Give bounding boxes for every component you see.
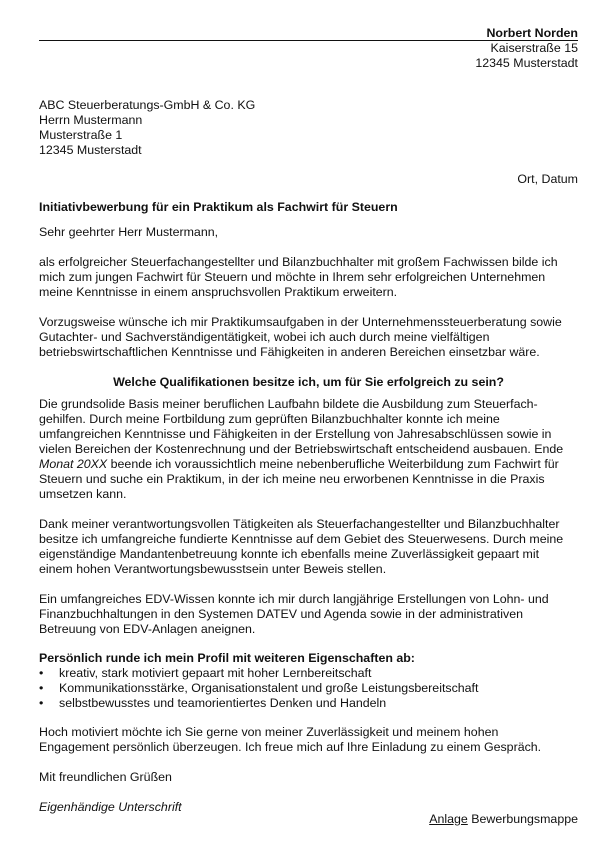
basis-paragraph bbox=[39, 397, 578, 502]
text-line: Finanzbuchhaltungen in den Systemen DATEV und Agenda sowie in der administrativen bbox=[39, 607, 523, 621]
text-line: Betreuung von EDV-Anlagen aneignen. bbox=[39, 622, 256, 636]
closing-paragraph bbox=[39, 725, 578, 755]
bullet-icon: • bbox=[39, 666, 44, 680]
text-line: betriebswirtschaftlichen Kenntnisse und Fähigkeiten in anderen Bereichen einsetzbar wäre. bbox=[39, 345, 540, 359]
text-line: umfangreichen Kenntnisse und Fähigkeiten in der Erstellung von Jahresabschlüssen sowie in bbox=[39, 427, 552, 441]
text-line: besitze ich umfangreiche fundierte Kenntnisse auf dem Gebiet des Steuerwesens. Durch meine bbox=[39, 532, 564, 546]
text-line: als erfolgreicher Steuerfachangestellter und Bilanzbuchhalter mit großem Fachwissen bilde ich bbox=[39, 255, 558, 269]
list-item-text: kreativ, stark motiviert gepaart mit hoher Lernbereitschaft bbox=[59, 666, 372, 680]
text-fragment: beende ich voraussichtlich meine nebenberufliche Weiterbildung zum Fachwirt für bbox=[107, 457, 559, 471]
signature: Eigenhändige Unterschrift bbox=[39, 800, 182, 814]
header-divider bbox=[39, 40, 578, 41]
date-placeholder: Monat 20XX bbox=[39, 457, 108, 471]
text-line: Dank meiner verantwortungsvollen Tätigkeiten als Steuerfachangestellter und Bilanzbuchhalter bbox=[39, 517, 560, 531]
text-line: meine Kenntnisse in einem anspruchsvollen Praktikum erweitern. bbox=[39, 285, 398, 299]
text-line: Hoch motiviert möchte ich Sie gerne von meiner Zuverlässigkeit und meinem hohen bbox=[39, 725, 499, 739]
sender-street: Kaiserstraße 15 bbox=[490, 41, 578, 55]
recipient-company: ABC Steuerberatungs-GmbH & Co. KG bbox=[39, 98, 256, 112]
qualification-heading: Welche Qualifikationen besitze ich, um für Sie erfolgreich zu sein? bbox=[113, 375, 504, 389]
bullet-icon: • bbox=[39, 696, 44, 710]
attachment-text: Bewerbungsmappe bbox=[467, 812, 578, 826]
duty-paragraph bbox=[39, 517, 578, 577]
text-line: Die grundsolide Basis meiner beruflichen Laufbahn bildete die Ausbildung zum Steuerfach- bbox=[39, 397, 538, 411]
text-line: mich zum jungen Fachwirt für Steuern und möchte in Ihrem sehr erfolgreichen Unternehmen bbox=[39, 270, 546, 284]
list-item bbox=[39, 696, 578, 711]
recipient-block bbox=[39, 98, 255, 158]
text-line: Vorzugsweise wünsche ich mir Praktikumsaufgaben in der Unternehmenssteuerberatung sowie bbox=[39, 315, 562, 329]
bullet-icon: • bbox=[39, 681, 44, 695]
date-line: Ort, Datum bbox=[517, 172, 578, 186]
text-line: einem hohen Verantwortungsbewusstsein unter Beweis stellen. bbox=[39, 562, 387, 576]
sender-city: 12345 Musterstadt bbox=[475, 56, 578, 70]
properties-list bbox=[39, 666, 578, 711]
text-line: Ein umfangreiches EDV-Wissen konnte ich mir durch langjährige Erstellungen von Lohn- und bbox=[39, 592, 549, 606]
list-item-text: Kommunikationsstärke, Organisationstalent und große Leistungsbereitschaft bbox=[59, 681, 479, 695]
recipient-contact: Herrn Mustermann bbox=[39, 113, 143, 127]
preference-paragraph bbox=[39, 315, 578, 360]
text-line: eigenständige Mandantenbetreuung konnte ich ebenfalls meine Zuverlässigkeit gepaart mit bbox=[39, 547, 540, 561]
text-line: vielen Bereichen der Kostenrechnung und der Betriebswirtschaft entscheidend ausbauen. Ende bbox=[39, 442, 564, 456]
attachment-link[interactable]: Anlage bbox=[429, 812, 468, 826]
recipient-city: 12345 Musterstadt bbox=[39, 143, 142, 157]
sender-name: Norbert Norden bbox=[486, 26, 578, 40]
text-line bbox=[39, 457, 578, 472]
edv-paragraph bbox=[39, 592, 578, 637]
subject-line: Initiativbewerbung für ein Praktikum als Fachwirt für Steuern bbox=[39, 200, 398, 214]
text-line: gehilfen. Durch meine Fortbildung zum geprüften Bilanzbuchhalter konnte ich meine bbox=[39, 412, 500, 426]
text-line: umsetzen kann. bbox=[39, 487, 127, 501]
intro-paragraph bbox=[39, 255, 578, 300]
text-line: Gutachter- und Sachverständigentätigkeit, wobei ich auch durch meine vielfältigen bbox=[39, 330, 490, 344]
greeting: Mit freundlichen Grüßen bbox=[39, 770, 172, 784]
letter-body bbox=[39, 200, 578, 815]
attachment-line bbox=[429, 812, 578, 827]
list-item bbox=[39, 681, 578, 696]
salutation: Sehr geehrter Herr Mustermann, bbox=[39, 225, 219, 239]
text-line: Engagement persönlich überzeugen. Ich freue mich auf Ihre Einladung zu einem Gespräch. bbox=[39, 740, 542, 754]
recipient-street: Musterstraße 1 bbox=[39, 128, 123, 142]
list-item bbox=[39, 666, 578, 681]
sender-block bbox=[475, 26, 578, 71]
list-item-text: selbstbewusstes und teamorientiertes Denken und Handeln bbox=[59, 696, 387, 710]
profile-heading: Persönlich runde ich mein Profil mit weiteren Eigenschaften ab: bbox=[39, 651, 415, 665]
text-line: Steuern und suche ein Praktikum, in der ich meine neu erworbenen Kenntnisse in die Praxis bbox=[39, 472, 545, 486]
